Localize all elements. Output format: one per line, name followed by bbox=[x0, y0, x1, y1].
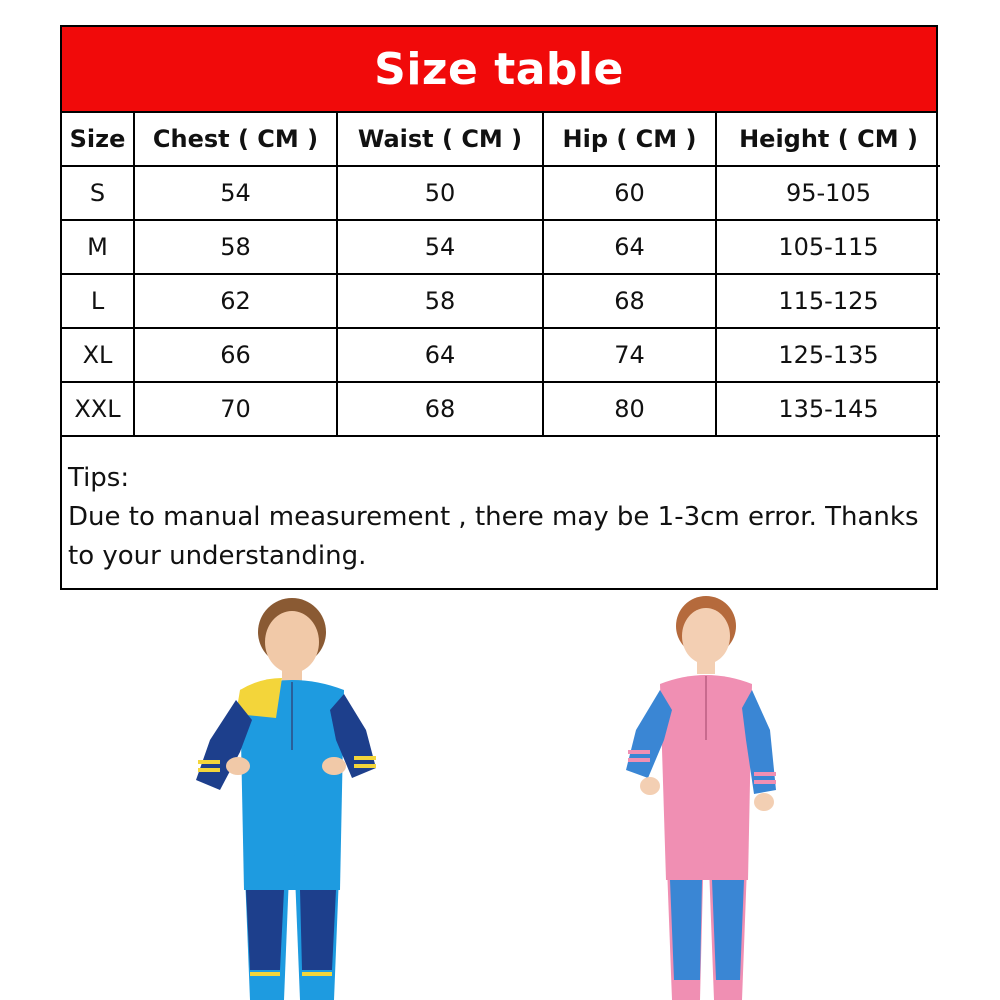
size-cell: M bbox=[62, 220, 134, 274]
tips-heading: Tips: bbox=[68, 463, 130, 493]
hip-cell: 74 bbox=[543, 328, 716, 382]
header-chest: Chest ( CM ) bbox=[134, 113, 337, 166]
header-height: Height ( CM ) bbox=[716, 113, 940, 166]
waist-cell: 68 bbox=[337, 382, 543, 436]
waist-cell: 54 bbox=[337, 220, 543, 274]
title-bar bbox=[62, 27, 936, 113]
height-cell: 95-105 bbox=[716, 166, 940, 220]
table-row bbox=[62, 274, 940, 328]
hip-cell: 80 bbox=[543, 382, 716, 436]
model-photos bbox=[0, 590, 1000, 1000]
header-row bbox=[62, 113, 940, 166]
table-title: Size table bbox=[374, 43, 624, 95]
size-cell: XL bbox=[62, 328, 134, 382]
size-cell: S bbox=[62, 166, 134, 220]
table-row bbox=[62, 328, 940, 382]
chest-cell: 62 bbox=[134, 274, 337, 328]
boy-model-image bbox=[180, 590, 380, 1000]
hip-cell: 60 bbox=[543, 166, 716, 220]
height-cell: 115-125 bbox=[716, 274, 940, 328]
header-hip: Hip ( CM ) bbox=[543, 113, 716, 166]
waist-cell: 64 bbox=[337, 328, 543, 382]
chest-cell: 58 bbox=[134, 220, 337, 274]
size-cell: XXL bbox=[62, 382, 134, 436]
hip-cell: 64 bbox=[543, 220, 716, 274]
tips-section bbox=[62, 437, 936, 576]
table-row bbox=[62, 166, 940, 220]
height-cell: 105-115 bbox=[716, 220, 940, 274]
header-waist: Waist ( CM ) bbox=[337, 113, 543, 166]
height-cell: 125-135 bbox=[716, 328, 940, 382]
chest-cell: 66 bbox=[134, 328, 337, 382]
size-table bbox=[62, 113, 940, 437]
girl-model-image bbox=[610, 590, 810, 1000]
tips-text: Due to manual measurement , there may be 1-3cm error. Thanks to your understanding. bbox=[68, 502, 919, 571]
header-size: Size bbox=[62, 113, 134, 166]
chest-cell: 70 bbox=[134, 382, 337, 436]
table-row bbox=[62, 220, 940, 274]
waist-cell: 50 bbox=[337, 166, 543, 220]
chest-cell: 54 bbox=[134, 166, 337, 220]
size-cell: L bbox=[62, 274, 134, 328]
size-table-card bbox=[60, 25, 938, 590]
height-cell: 135-145 bbox=[716, 382, 940, 436]
table-row bbox=[62, 382, 940, 436]
hip-cell: 68 bbox=[543, 274, 716, 328]
waist-cell: 58 bbox=[337, 274, 543, 328]
